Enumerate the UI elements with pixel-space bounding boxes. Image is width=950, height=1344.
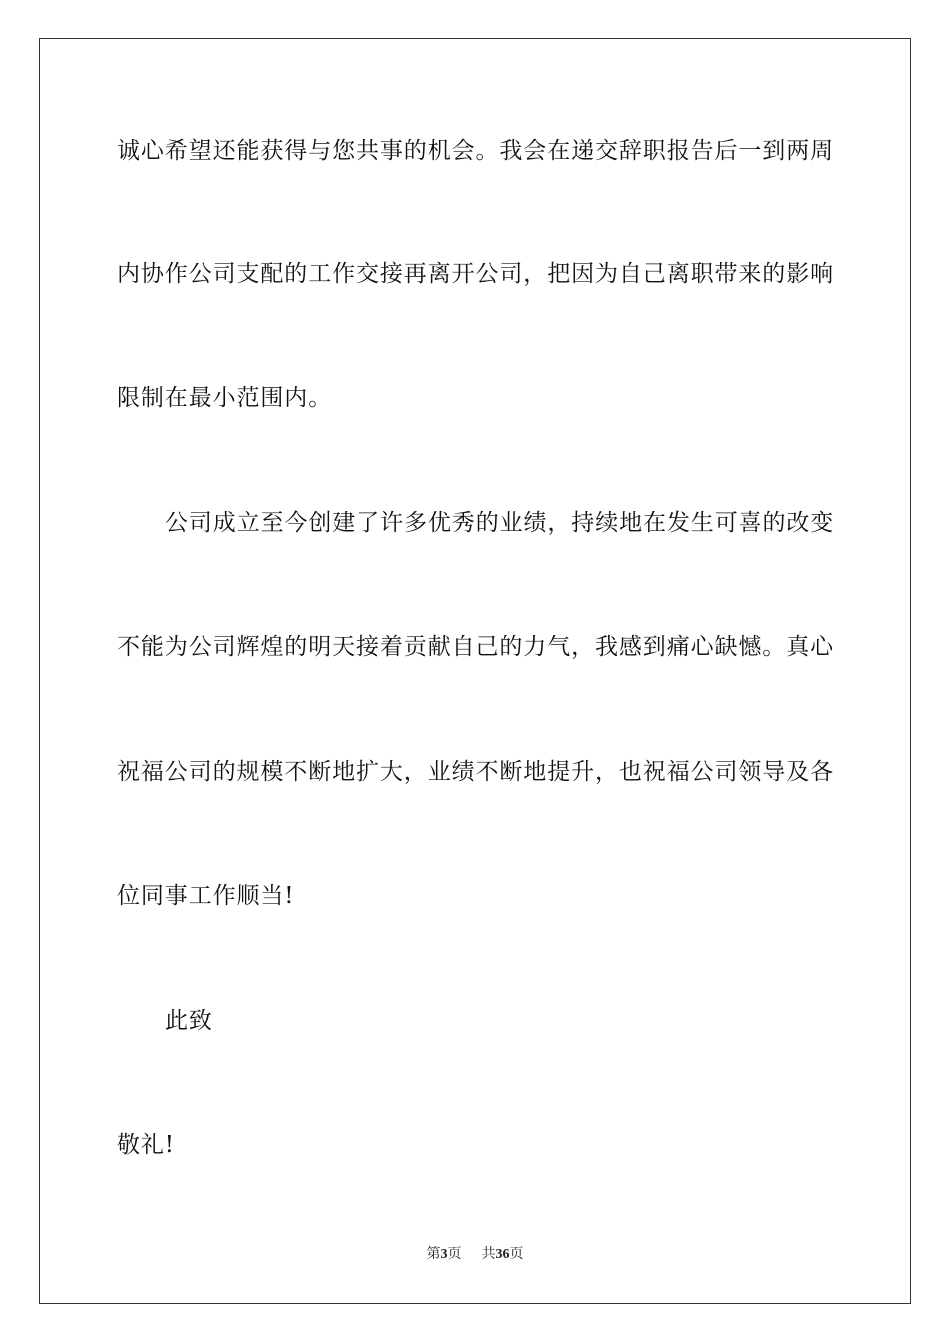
body-line-5: 不能为公司辉煌的明天接着贡献自己的力气，我感到痛心缺憾。真心 [117, 634, 834, 660]
body-line-7: 位同事工作顺当! [117, 883, 295, 909]
salutation-line: 此致 [165, 1008, 213, 1034]
closing-line: 敬礼! [117, 1132, 175, 1158]
total-prefix: 共 [481, 1247, 496, 1262]
total-pages: 36 [495, 1247, 510, 1262]
body-line-1: 诚心希望还能获得与您共事的机会。我会在递交辞职报告后一到两周 [117, 138, 834, 164]
body-line-3: 限制在最小范围内。 [117, 385, 333, 411]
total-suffix: 页 [509, 1247, 524, 1262]
page-footer [0, 1246, 950, 1264]
page-number: 3 [440, 1247, 448, 1262]
body-line-2: 内协作公司支配的工作交接再离开公司，把因为自己离职带来的影响 [117, 261, 834, 287]
page-suffix: 页 [447, 1247, 462, 1262]
body-line-4: 公司成立至今创建了许多优秀的业绩，持续地在发生可喜的改变 [165, 510, 835, 536]
page-prefix: 第 [426, 1247, 441, 1262]
body-line-6: 祝福公司的规模不断地扩大，业绩不断地提升，也祝福公司领导及各 [117, 759, 834, 785]
page-border [39, 38, 911, 1304]
